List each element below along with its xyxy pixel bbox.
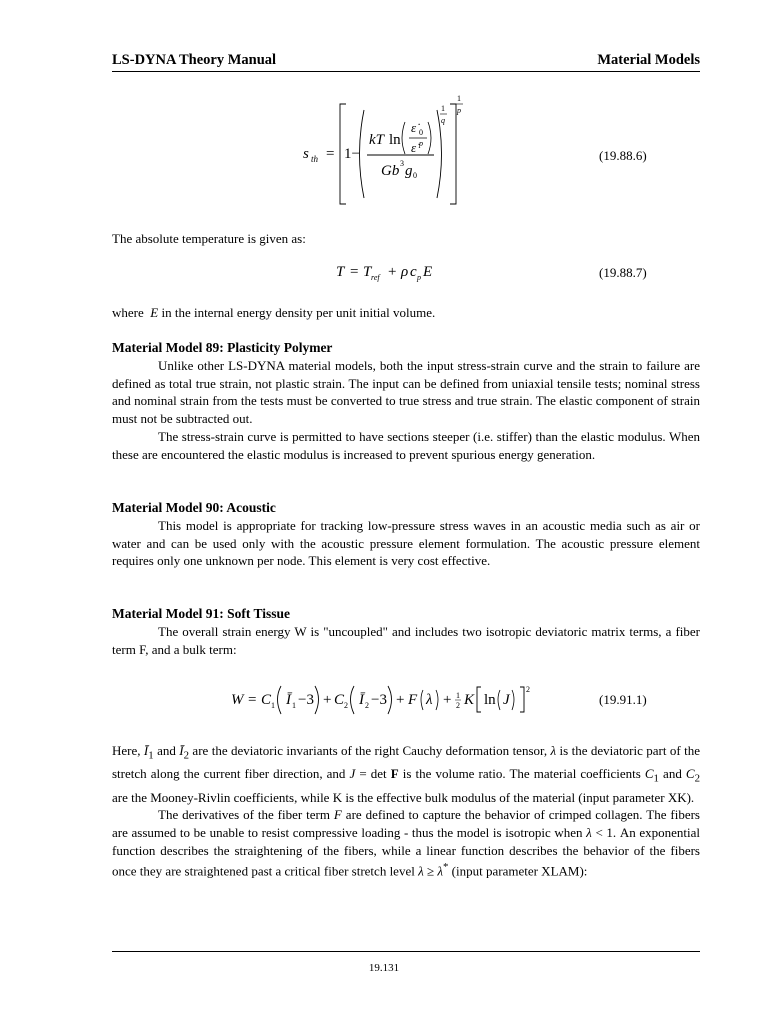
header-manual-title: LS-DYNA Theory Manual [112, 52, 277, 68]
eq-g-sub: 0 [413, 171, 417, 180]
eq-exp-p-num: 1 [457, 94, 461, 103]
svg-text:=: = [248, 692, 257, 708]
svg-text:Ī: Ī [286, 692, 291, 708]
where-text: where E in the internal energy density per unit initial volume. [112, 305, 436, 320]
eq-eps-den: ε̇ [411, 140, 417, 155]
svg-text:K: K [464, 692, 475, 708]
equation-19-91-1 [228, 680, 558, 720]
eq-Gb: Gb [381, 163, 400, 179]
svg-text:C: C [261, 692, 272, 708]
eq-exp-p-den: p [457, 106, 461, 115]
eq-eps-num-sub: 0 [419, 128, 423, 137]
eq-lhs-s: s [303, 146, 309, 162]
svg-text:=: = [350, 264, 359, 280]
eq-equals: = [326, 146, 335, 162]
eq-eps-num: ε̇ [411, 120, 417, 135]
eq-ln: ln [389, 132, 401, 148]
eq-cube: 3 [400, 159, 404, 168]
svg-text:Ī: Ī [359, 692, 364, 708]
mm91-heading: Material Model 91: Soft Tissue [112, 606, 290, 621]
mm90-heading: Material Model 90: Acoustic [112, 500, 276, 515]
mm89-paragraph-1: Unlike other LS-DYNA material models, both the input stress-strain curve and the strain to failure are defined as total true strain, not plastic strain. The input can be defined from uniaxial tensile tests; nominal stress and nominal strain from the tests must be converted to true stress and true strain. The elastic component of strain must not be subtracted out. [112, 358, 700, 427]
equation-19-88-6 [300, 92, 500, 212]
equation-19-88-7 [334, 258, 454, 286]
svg-text:+: + [323, 692, 332, 708]
svg-text:T: T [363, 264, 372, 280]
page-number: 19.131 [368, 962, 400, 974]
section-mm89 [112, 340, 700, 463]
mm89-heading: Material Model 89: Plasticity Polymer [112, 340, 333, 355]
invariants-paragraph: Here, $Ī_1$ and $Ī_2$ are the deviatoric invariants of the right Cauchy deformation tensor, λ is the deviatoric part of the stretch along the current fiber direction, and J = det F is the volume ratio. The material coefficients $C_1$ and $C_2$ are the Mooney-Rivlin coefficients, while K is the effective bulk modulus of the material (input parameter XK). [112, 743, 700, 805]
abs-temp-text: The absolute temperature is given as: [112, 231, 306, 246]
svg-text:c: c [410, 264, 417, 280]
svg-text:2: 2 [526, 685, 530, 694]
header-section-title: Material Models [597, 52, 700, 68]
svg-text:2: 2 [456, 701, 460, 710]
svg-text:2: 2 [365, 701, 369, 710]
inner-left-paren [402, 122, 405, 154]
svg-text:ref: ref [371, 273, 380, 282]
svg-text:p: p [417, 273, 421, 282]
eq-eps-den-sup: p [419, 139, 423, 148]
section-mm90 [112, 500, 700, 570]
svg-text:+: + [396, 692, 405, 708]
svg-text:1: 1 [271, 701, 275, 710]
inner-right-paren [428, 122, 431, 154]
svg-text:−3: −3 [298, 692, 314, 708]
outer-right-bracket [450, 104, 456, 204]
outer-left-paren [360, 110, 365, 198]
section-mm91 [112, 606, 700, 658]
svg-text:1: 1 [456, 691, 460, 700]
eq-kT: kT [369, 132, 384, 148]
svg-text:λ: λ [426, 692, 433, 708]
eq-g: g [405, 163, 413, 179]
eq-exp-q-den: q [441, 116, 445, 125]
svg-text:T: T [336, 264, 345, 280]
equation-number-19-91-1: (19.91.1) [599, 692, 647, 707]
header-rule [112, 71, 700, 72]
eq-lhs-sub: th [311, 154, 319, 164]
section-invariants [112, 742, 700, 880]
eq-exp-q-num: 1 [441, 104, 445, 113]
mm90-paragraph-1: This model is appropriate for tracking low-pressure stress waves in an acoustic media such as air or water and can be used only with the acoustic pressure element formulation. The acoustic pressure element requires only one unknown per node. This element is very cost effective. [112, 518, 700, 569]
mm89-paragraph-2: The stress-strain curve is permitted to have sections steeper (i.e. stiffer) than the elastic modulus. When these are encountered the elastic modulus is increased to prevent spurious energy generation. [112, 428, 700, 462]
mm91-paragraph-1: The overall strain energy W is "uncoupled" and includes two isotropic deviatoric matrix terms, a fiber term F, and a bulk term: [112, 624, 700, 657]
running-header [112, 50, 700, 72]
svg-text:+: + [443, 692, 452, 708]
svg-text:ln: ln [484, 692, 496, 708]
svg-text:E: E [423, 264, 433, 280]
svg-text:W: W [231, 692, 244, 708]
equation-number-19-88-7: (19.88.7) [599, 265, 647, 280]
svg-text:2: 2 [344, 701, 348, 710]
svg-text:J: J [503, 692, 510, 708]
svg-text:F: F [408, 692, 418, 708]
eq-one-minus: 1− [344, 146, 360, 162]
svg-text:C: C [334, 692, 345, 708]
svg-text:+: + [388, 264, 397, 280]
derivatives-paragraph: The derivatives of the fiber term F are defined to capture the behavior of crimped collagen. The fibers are assumed to be unable to resist compressive loading - thus the model is isotropic when λ < 1. An exponential function describes the straightening of the fibers, while a linear function describes the behavior of the fibers once they are straightened past a critical fiber stretch level λ ≥ λ* (input parameter XLAM): [112, 807, 700, 879]
svg-text:−3: −3 [371, 692, 387, 708]
svg-text:1: 1 [292, 701, 296, 710]
footer-rule [112, 951, 700, 952]
svg-text:ρ: ρ [401, 264, 409, 280]
equation-number-19-88-6: (19.88.6) [599, 148, 647, 163]
